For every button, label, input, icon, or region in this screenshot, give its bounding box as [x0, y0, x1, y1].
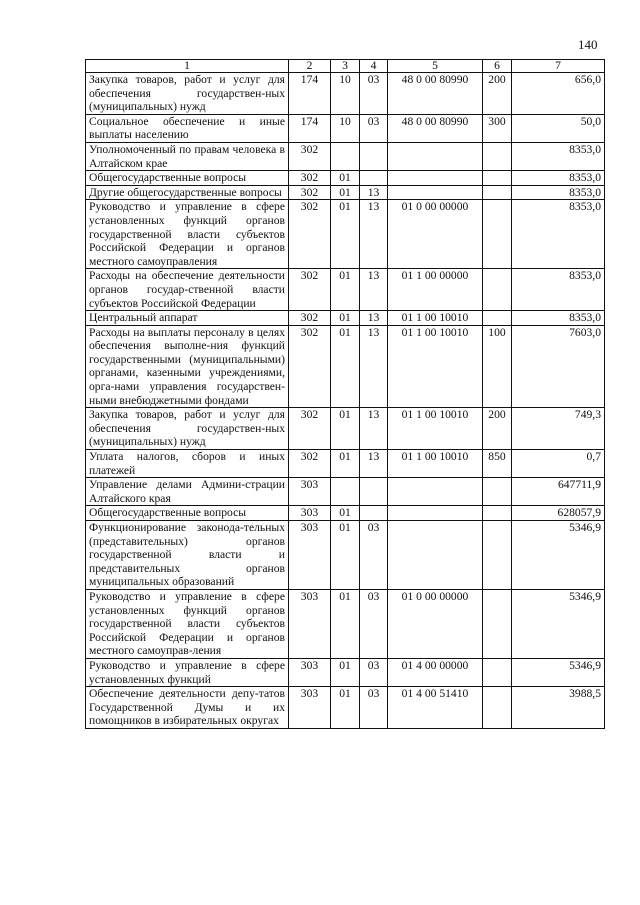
code-section — [331, 142, 360, 170]
code-section: 10 — [331, 73, 360, 115]
code-subsection: 13 — [360, 269, 388, 311]
row-amount: 8353,0 — [512, 142, 605, 170]
code-expense-type — [483, 171, 512, 186]
code-target — [388, 142, 483, 170]
code-target: 01 0 00 00000 — [388, 589, 483, 658]
code-target: 01 1 00 10010 — [388, 325, 483, 408]
row-amount: 656,0 — [512, 73, 605, 115]
code-section — [331, 478, 360, 506]
code-subsection: 03 — [360, 687, 388, 729]
code-subsection: 13 — [360, 408, 388, 450]
code-expense-type — [483, 521, 512, 590]
row-amount: 3988,5 — [512, 687, 605, 729]
table-row — [86, 478, 605, 506]
code-expense-type: 100 — [483, 325, 512, 408]
row-name: Закупка товаров, работ и услуг для обеспечения государствен-ных (муниципальных) нужд — [86, 408, 289, 450]
code-expense-type: 300 — [483, 114, 512, 142]
code-target — [388, 185, 483, 200]
code-ved: 303 — [289, 521, 331, 590]
row-name: Обеспечение деятельности депу-татов Государственной Думы и их помощников в избирательных округах — [86, 687, 289, 729]
code-ved: 302 — [289, 269, 331, 311]
row-name: Руководство и управление в сфере установленных функций органов государственной власти субъектов Российской Федерации и органов местного самоуправления — [86, 200, 289, 269]
row-name: Расходы на выплаты персоналу в целях обеспечения выполне-ния функций государственными (муниципальными) органами, казенными учреждениями, орга-нами управления государствен-ными внебюджетными фондами — [86, 325, 289, 408]
code-subsection — [360, 142, 388, 170]
code-section: 01 — [331, 185, 360, 200]
code-expense-type — [483, 185, 512, 200]
table-row — [86, 142, 605, 170]
row-amount: 5346,9 — [512, 589, 605, 658]
code-subsection: 03 — [360, 658, 388, 686]
table-row — [86, 311, 605, 326]
code-ved: 303 — [289, 658, 331, 686]
code-expense-type: 850 — [483, 450, 512, 478]
table-row — [86, 200, 605, 269]
table-row — [86, 506, 605, 521]
code-section: 01 — [331, 687, 360, 729]
table-row — [86, 325, 605, 408]
row-name: Закупка товаров, работ и услуг для обеспечения государствен-ных (муниципальных) нужд — [86, 73, 289, 115]
row-name: Функционирование законода-тельных (представительных) органов государственной власти и представительных органов муниципальных образований — [86, 521, 289, 590]
row-amount: 8353,0 — [512, 185, 605, 200]
code-ved: 303 — [289, 687, 331, 729]
row-amount: 5346,9 — [512, 521, 605, 590]
row-name: Социальное обеспечение и иные выплаты населению — [86, 114, 289, 142]
code-expense-type — [483, 506, 512, 521]
table-row — [86, 269, 605, 311]
code-expense-type: 200 — [483, 73, 512, 115]
code-target — [388, 171, 483, 186]
row-name: Управление делами Админи-страции Алтайского края — [86, 478, 289, 506]
row-name: Другие общегосударственные вопросы — [86, 185, 289, 200]
column-header: 7 — [512, 60, 605, 73]
code-target: 01 4 00 00000 — [388, 658, 483, 686]
code-expense-type — [483, 589, 512, 658]
table-row — [86, 521, 605, 590]
row-amount: 628057,9 — [512, 506, 605, 521]
row-amount: 5346,9 — [512, 658, 605, 686]
column-header: 4 — [360, 60, 388, 73]
code-section: 10 — [331, 114, 360, 142]
row-amount: 8353,0 — [512, 200, 605, 269]
code-subsection: 03 — [360, 521, 388, 590]
code-target — [388, 506, 483, 521]
code-section: 01 — [331, 325, 360, 408]
code-ved: 302 — [289, 450, 331, 478]
row-amount: 647711,9 — [512, 478, 605, 506]
code-ved: 302 — [289, 408, 331, 450]
code-expense-type — [483, 200, 512, 269]
code-expense-type — [483, 311, 512, 326]
code-target: 48 0 00 80990 — [388, 73, 483, 115]
code-subsection: 13 — [360, 185, 388, 200]
column-header: 2 — [289, 60, 331, 73]
code-ved: 303 — [289, 478, 331, 506]
code-subsection: 03 — [360, 73, 388, 115]
row-name: Общегосударственные вопросы — [86, 171, 289, 186]
row-amount: 8353,0 — [512, 311, 605, 326]
code-section: 01 — [331, 408, 360, 450]
code-ved: 303 — [289, 506, 331, 521]
row-name: Руководство и управление в сфере установленных функций — [86, 658, 289, 686]
row-amount: 749,3 — [512, 408, 605, 450]
code-expense-type — [483, 269, 512, 311]
code-section: 01 — [331, 269, 360, 311]
code-expense-type — [483, 658, 512, 686]
code-ved: 302 — [289, 185, 331, 200]
code-target — [388, 478, 483, 506]
row-name: Центральный аппарат — [86, 311, 289, 326]
code-subsection — [360, 171, 388, 186]
code-subsection: 13 — [360, 325, 388, 408]
code-section: 01 — [331, 200, 360, 269]
code-expense-type — [483, 687, 512, 729]
code-section: 01 — [331, 506, 360, 521]
code-section: 01 — [331, 658, 360, 686]
code-target: 48 0 00 80990 — [388, 114, 483, 142]
code-section: 01 — [331, 589, 360, 658]
code-section: 01 — [331, 450, 360, 478]
code-ved: 174 — [289, 73, 331, 115]
code-target: 01 4 00 51410 — [388, 687, 483, 729]
column-header: 3 — [331, 60, 360, 73]
row-amount: 7603,0 — [512, 325, 605, 408]
code-ved: 302 — [289, 325, 331, 408]
code-ved: 303 — [289, 589, 331, 658]
table-header-row — [86, 60, 605, 73]
row-name: Расходы на обеспечение деятельности органов государ-ственной власти субъектов Российской Федерации — [86, 269, 289, 311]
row-amount: 0,7 — [512, 450, 605, 478]
row-name: Уполномоченный по правам человека в Алтайском крае — [86, 142, 289, 170]
code-target: 01 0 00 00000 — [388, 200, 483, 269]
row-name: Общегосударственные вопросы — [86, 506, 289, 521]
code-subsection — [360, 506, 388, 521]
row-amount: 8353,0 — [512, 171, 605, 186]
table-row — [86, 658, 605, 686]
code-ved: 302 — [289, 142, 331, 170]
table-row — [86, 185, 605, 200]
code-target — [388, 521, 483, 590]
code-ved: 174 — [289, 114, 331, 142]
code-expense-type: 200 — [483, 408, 512, 450]
code-subsection: 13 — [360, 450, 388, 478]
table-row — [86, 589, 605, 658]
code-subsection: 03 — [360, 114, 388, 142]
table-row — [86, 114, 605, 142]
row-name: Уплата налогов, сборов и иных платежей — [86, 450, 289, 478]
code-target: 01 1 00 00000 — [388, 269, 483, 311]
code-target: 01 1 00 10010 — [388, 450, 483, 478]
code-target: 01 1 00 10010 — [388, 311, 483, 326]
code-subsection — [360, 478, 388, 506]
column-header: 1 — [86, 60, 289, 73]
code-subsection: 03 — [360, 589, 388, 658]
row-name: Руководство и управление в сфере установленных функций органов государственной власти субъектов Российской Федерации и органов местного самоуправ-ления — [86, 589, 289, 658]
code-expense-type — [483, 478, 512, 506]
code-target: 01 1 00 10010 — [388, 408, 483, 450]
code-expense-type — [483, 142, 512, 170]
table-row — [86, 408, 605, 450]
budget-table — [85, 59, 605, 729]
table-row — [86, 171, 605, 186]
row-amount: 8353,0 — [512, 269, 605, 311]
code-subsection: 13 — [360, 311, 388, 326]
column-header: 6 — [483, 60, 512, 73]
table-row — [86, 450, 605, 478]
code-ved: 302 — [289, 311, 331, 326]
code-ved: 302 — [289, 200, 331, 269]
table-row — [86, 73, 605, 115]
code-section: 01 — [331, 171, 360, 186]
code-section: 01 — [331, 521, 360, 590]
column-header: 5 — [388, 60, 483, 73]
code-ved: 302 — [289, 171, 331, 186]
code-subsection: 13 — [360, 200, 388, 269]
row-amount: 50,0 — [512, 114, 605, 142]
page-number: 140 — [578, 37, 598, 52]
code-section: 01 — [331, 311, 360, 326]
table-row — [86, 687, 605, 729]
